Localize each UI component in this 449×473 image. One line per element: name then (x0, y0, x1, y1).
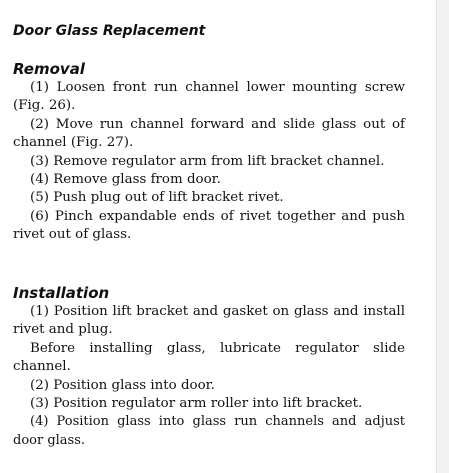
removal-step-4: (4) Remove glass from door. (30, 172, 221, 188)
installation-step-1: (1) Position lift bracket and gasket on glass and install rivet and plug. (13, 304, 405, 338)
installation-heading: Installation (13, 284, 110, 302)
installation-section (13, 284, 405, 450)
installation-note: Before installing glass, lubricate regulator slide channel. (13, 340, 405, 375)
removal-step-3: (3) Remove regulator arm from lift bracket channel. (30, 153, 385, 169)
installation-step-2: (2) Position glass into door. (30, 377, 215, 393)
document-title: Door Glass Replacement (13, 23, 206, 39)
page-edge-strip (436, 0, 449, 473)
installation-step-3: (3) Position regulator arm roller into lift bracket. (30, 396, 363, 412)
removal-step-6: (6) Pinch expandable ends of rivet together and push rivet out of glass. (13, 208, 405, 243)
removal-step-1: (1) Loosen front run channel lower mounting screw (Fig. 26). (13, 80, 405, 114)
removal-step-2: (2) Move run channel forward and slide glass out of channel (Fig. 27). (13, 116, 405, 151)
removal-heading: Removal (13, 60, 85, 78)
removal-step-5: (5) Push plug out of lift bracket rivet. (30, 190, 284, 206)
installation-step-4: (4) Position glass into glass run channels and adjust door glass. (13, 414, 405, 448)
removal-section (13, 60, 405, 245)
